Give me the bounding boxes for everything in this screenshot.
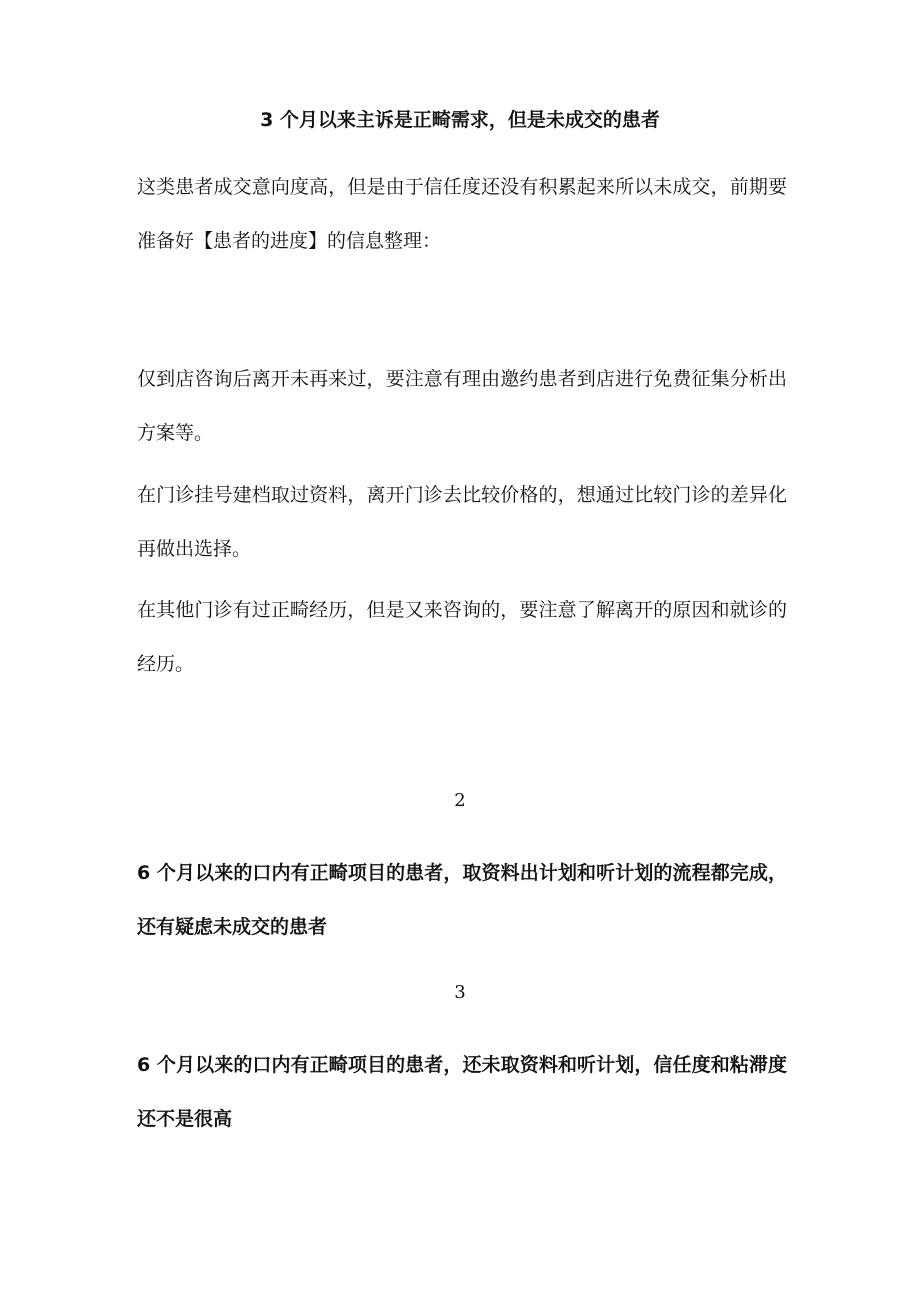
page-number-marker: 2 (454, 790, 466, 811)
section-1-intro: 这类患者成交意向度高，但是由于信任度还没有积累起来所以未成交，前期要准备好【患者的进度】的信息整理： (137, 176, 787, 252)
section-3-title: 6 个月以来的口内有正畸项目的患者，还未取资料和听计划，信任度和粘滞度还不是很高 (137, 1054, 787, 1130)
page-number-marker: 3 (454, 982, 466, 1003)
section-1-item-1: 仅到店咨询后离开未再来过，要注意有理由邀约患者到店进行免费征集分析出方案等。 (137, 368, 787, 444)
section-1-item-3: 在其他门诊有过正畸经历，但是又来咨询的，要注意了解离开的原因和就诊的经历。 (137, 599, 787, 675)
section-1-item-2: 在门诊挂号建档取过资料，离开门诊去比较价格的，想通过比较门诊的差异化再做出选择。 (137, 484, 787, 560)
section-2-title: 6 个月以来的口内有正畸项目的患者，取资料出计划和听计划的流程都完成，还有疑虑未成交的患者 (137, 862, 787, 938)
section-1-title: 3 个月以来主诉是正畸需求，但是未成交的患者 (260, 109, 660, 131)
